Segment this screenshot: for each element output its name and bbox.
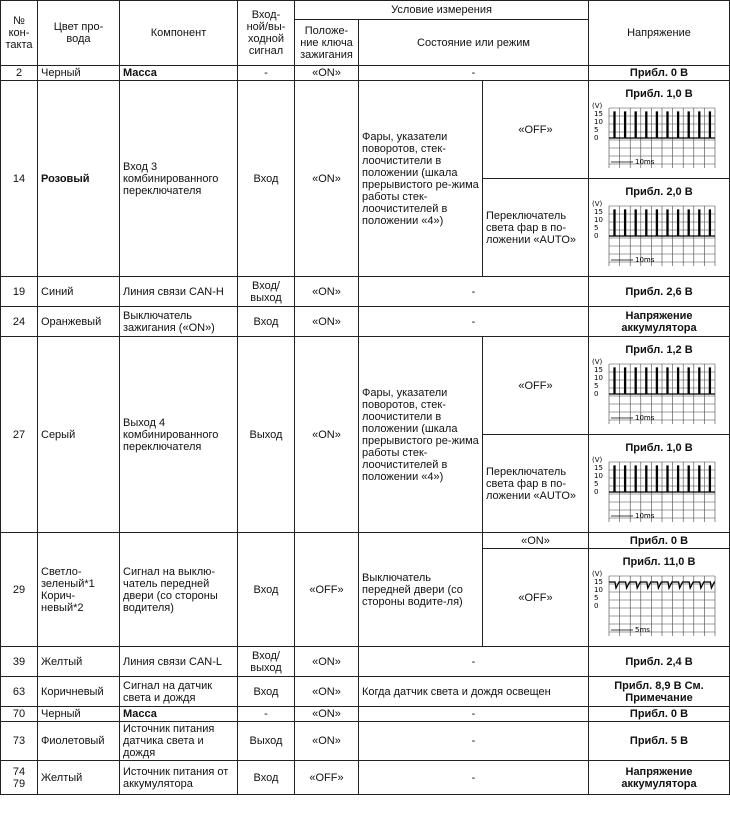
measurement-state: Фары, указатели поворотов, стек-лоочистители в положении (шкала прерывистого ре-жима работы стек-лоочистителей в положении «4»)	[359, 337, 483, 533]
io-signal: Вход/ выход	[238, 277, 295, 307]
oscillogram	[591, 344, 727, 428]
ignition-key: «ON»	[295, 277, 359, 307]
y-tick-label: 15	[594, 109, 603, 118]
ignition-key: «ON»	[295, 677, 359, 707]
voltage-value: Прибл. 1,0 В	[625, 87, 693, 100]
component: Выключатель зажигания («ON»)	[120, 307, 238, 337]
io-signal: Вход	[238, 81, 295, 277]
y-tick-label: 15	[594, 365, 603, 374]
io-signal: Вход	[238, 677, 295, 707]
component: Линия связи CAN-H	[120, 277, 238, 307]
y-tick-label: 0	[594, 389, 599, 398]
time-scale-label: 10ms	[635, 413, 655, 422]
wire-color: Светло-зеленый*1 Корич-невый*2	[38, 533, 120, 647]
wire-color: Черный	[38, 66, 120, 81]
component: Выход 4 комбинированного переключателя	[120, 337, 238, 533]
measurement-state: -	[359, 66, 589, 81]
io-signal: Вход	[238, 761, 295, 795]
component: Сигнал на датчик света и дождя	[120, 677, 238, 707]
y-tick-label: 5	[594, 125, 599, 134]
measurement-state: -	[359, 707, 589, 722]
component: Линия связи CAN-L	[120, 647, 238, 677]
measurement-state: Когда датчик света и дождя освещен	[359, 677, 589, 707]
voltage-value: Прибл. 1,0 В	[625, 441, 693, 454]
y-tick-label: 10	[594, 117, 603, 126]
voltage: Прибл. 0 В	[589, 533, 730, 549]
y-tick-label: 10	[594, 215, 603, 224]
mode: «OFF»	[483, 81, 589, 179]
ignition-key: «ON»	[295, 81, 359, 277]
header-pin: № кон- такта	[1, 1, 38, 66]
y-tick-label: 15	[594, 577, 603, 586]
voltage: Прибл. 0 В	[589, 66, 730, 81]
table-row	[1, 722, 730, 761]
pin-number: 29	[1, 533, 38, 647]
ignition-key: «ON»	[295, 337, 359, 533]
y-unit-label: (V)	[592, 101, 603, 110]
time-scale-label: 10ms	[635, 255, 655, 264]
pin-number: 73	[1, 722, 38, 761]
oscillogram-graph	[591, 454, 719, 526]
measurement-state: -	[359, 722, 589, 761]
table-row	[1, 66, 730, 81]
header-io: Вход- ной/вы- ходной сигнал	[238, 1, 295, 66]
table-row	[1, 81, 730, 179]
pin-number: 63	[1, 677, 38, 707]
oscillogram-graph	[591, 568, 719, 640]
io-signal: Вход/ выход	[238, 647, 295, 677]
ignition-key: «OFF»	[295, 533, 359, 647]
component: Источник питания от аккумулятора	[120, 761, 238, 795]
y-tick-label: 10	[594, 471, 603, 480]
table-row	[1, 277, 730, 307]
header-state: Состояние или режим	[359, 20, 589, 66]
oscillogram-graph	[591, 100, 719, 172]
table-row	[1, 647, 730, 677]
voltage: Прибл. 5 В	[589, 722, 730, 761]
wire-color: Коричневый	[38, 677, 120, 707]
measurement-state: -	[359, 307, 589, 337]
header-wire-color: Цвет про- вода	[38, 1, 120, 66]
pin-number: 24	[1, 307, 38, 337]
mode: «OFF»	[483, 549, 589, 647]
wire-color: Розовый	[38, 81, 120, 277]
header-condition: Условие измерения	[295, 1, 589, 20]
table-row	[1, 533, 730, 549]
time-scale-label: 10ms	[635, 511, 655, 520]
y-tick-label: 5	[594, 593, 599, 602]
oscillogram-graph	[591, 198, 719, 270]
component: Масса	[120, 66, 238, 81]
y-tick-label: 0	[594, 231, 599, 240]
oscillogram	[591, 186, 727, 270]
io-signal: Вход	[238, 533, 295, 647]
voltage: Прибл. 8,9 В См. Примечание	[589, 677, 730, 707]
voltage: Прибл. 2,4 В	[589, 647, 730, 677]
wire-color: Желтый	[38, 647, 120, 677]
y-unit-label: (V)	[592, 455, 603, 464]
voltage-value: Прибл. 1,2 В	[625, 343, 693, 356]
component: Источник питания датчика света и дождя	[120, 722, 238, 761]
io-signal: Выход	[238, 722, 295, 761]
table-row	[1, 307, 730, 337]
y-tick-label: 0	[594, 133, 599, 142]
oscillogram	[591, 556, 727, 640]
y-tick-label: 15	[594, 207, 603, 216]
voltage: Напряжение аккумулятора	[589, 761, 730, 795]
y-tick-label: 0	[594, 487, 599, 496]
ignition-key: «ON»	[295, 66, 359, 81]
voltage-value: Прибл. 2,0 В	[625, 185, 693, 198]
voltage-value: Прибл. 11,0 В	[622, 555, 696, 568]
wire-color: Желтый	[38, 761, 120, 795]
measurement-state: -	[359, 761, 589, 795]
pin-number: 27	[1, 337, 38, 533]
component: Масса	[120, 707, 238, 722]
wire-color: Фиолетовый	[38, 722, 120, 761]
voltage	[589, 179, 730, 277]
ignition-key: «ON»	[295, 307, 359, 337]
ignition-key: «ON»	[295, 722, 359, 761]
oscillogram	[591, 442, 727, 526]
table-row	[1, 677, 730, 707]
table-row	[1, 707, 730, 722]
voltage	[589, 435, 730, 533]
io-signal: Вход	[238, 307, 295, 337]
component: Вход 3 комбинированного переключателя	[120, 81, 238, 277]
wire-color: Серый	[38, 337, 120, 533]
mode: Переключатель света фар в по-ложении «AUTO»	[483, 435, 589, 533]
mode: Переключатель света фар в по-ложении «AUTO»	[483, 179, 589, 277]
component: Сигнал на выклю-чатель передней двери (со стороны водителя)	[120, 533, 238, 647]
mode: «ON»	[483, 533, 589, 549]
voltage	[589, 81, 730, 179]
voltage: Прибл. 2,6 В	[589, 277, 730, 307]
voltage	[589, 337, 730, 435]
ignition-key: «ON»	[295, 707, 359, 722]
measurement-state: Фары, указатели поворотов, стек-лоочистители в положении (шкала прерывистого ре-жима работы стек-лоочистителей в положении «4»)	[359, 81, 483, 277]
header-voltage: Напряжение	[589, 1, 730, 66]
io-signal: -	[238, 707, 295, 722]
y-tick-label: 5	[594, 223, 599, 232]
y-unit-label: (V)	[592, 199, 603, 208]
pin-number: 19	[1, 277, 38, 307]
ignition-key: «OFF»	[295, 761, 359, 795]
pin-number: 74 79	[1, 761, 38, 795]
pin-number: 70	[1, 707, 38, 722]
y-tick-label: 15	[594, 463, 603, 472]
table-row	[1, 761, 730, 795]
y-tick-label: 10	[594, 373, 603, 382]
measurement-state: -	[359, 277, 589, 307]
header-component: Компонент	[120, 1, 238, 66]
y-unit-label: (V)	[592, 357, 603, 366]
y-tick-label: 5	[594, 381, 599, 390]
time-scale-label: 5ms	[635, 625, 650, 634]
pin-number: 2	[1, 66, 38, 81]
pin-number: 14	[1, 81, 38, 277]
voltage: Прибл. 0 В	[589, 707, 730, 722]
io-signal: Выход	[238, 337, 295, 533]
mode: «OFF»	[483, 337, 589, 435]
ignition-key: «ON»	[295, 647, 359, 677]
measurement-state: -	[359, 647, 589, 677]
pin-number: 39	[1, 647, 38, 677]
oscillogram	[591, 88, 727, 172]
voltage: Напряжение аккумулятора	[589, 307, 730, 337]
y-tick-label: 5	[594, 479, 599, 488]
measurement-state: Выключатель передней двери (со стороны водите-ля)	[359, 533, 483, 647]
header-key-position: Положе- ние ключа зажигания	[295, 20, 359, 66]
wire-color: Черный	[38, 707, 120, 722]
voltage	[589, 549, 730, 647]
wire-color: Оранжевый	[38, 307, 120, 337]
y-tick-label: 10	[594, 585, 603, 594]
table-row	[1, 337, 730, 435]
oscillogram-graph	[591, 356, 719, 428]
y-unit-label: (V)	[592, 569, 603, 578]
wire-color: Синий	[38, 277, 120, 307]
time-scale-label: 10ms	[635, 157, 655, 166]
io-signal: -	[238, 66, 295, 81]
y-tick-label: 0	[594, 601, 599, 610]
